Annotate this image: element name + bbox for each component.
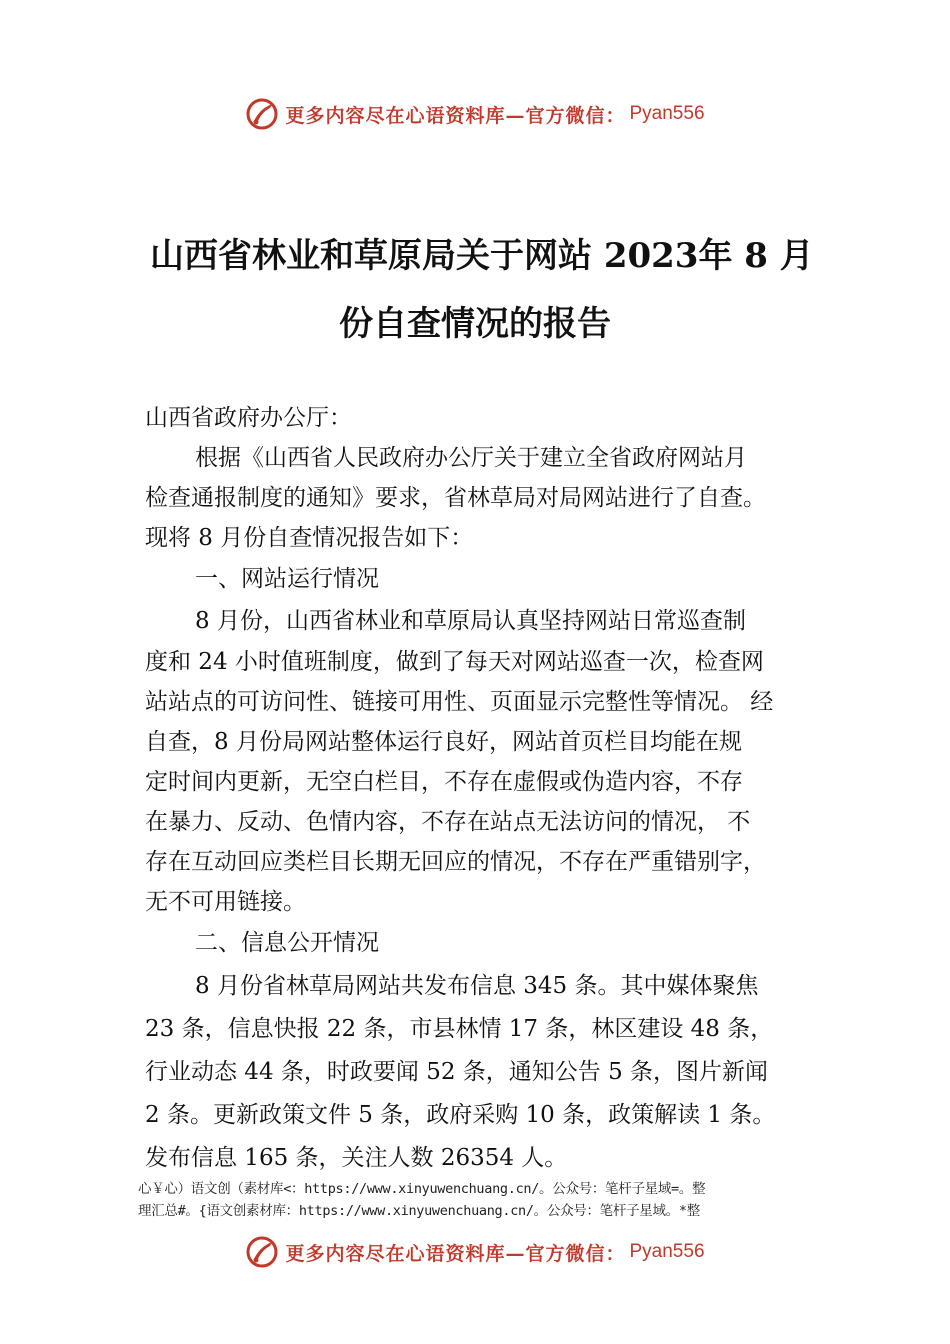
section-1-line: 无不可用链接。 (145, 889, 306, 915)
brush-seal-icon (245, 1235, 279, 1269)
section-1-line: 8 月份，山西省林业和草原局认真坚持网站日常巡查制 (195, 608, 746, 634)
document-body (145, 398, 825, 1180)
banner-wechat-id: Pyan556 (629, 103, 705, 124)
section-2-line: 发布信息 165 条，关注人数 26354 人。 (145, 1145, 568, 1171)
section-1-line: 在暴力、反动、色情内容，不存在站点无法访问的情况， 不 (145, 809, 751, 835)
bottom-banner (0, 1232, 950, 1272)
section-1-line: 存在互动回应类栏目长期无回应的情况，不存在严重错别字， (145, 849, 766, 875)
brush-seal-icon (245, 97, 279, 131)
salutation: 山西省政府办公厅： (145, 405, 352, 431)
banner-text: 更多内容尽在心语资料库—官方微信： (285, 104, 626, 127)
intro-line-1: 根据《山西省人民政府办公厅关于建立全省政府网站月 (195, 445, 747, 471)
intro-line-3: 现将 8 月份自查情况报告如下： (145, 525, 474, 551)
section-2-line: 8 月份省林草局网站共发布信息 345 条。其中媒体聚焦 (195, 973, 759, 999)
section-2-line: 23 条，信息快报 22 条，市县林情 17 条，林区建设 48 条， (145, 1016, 774, 1042)
top-banner (0, 94, 950, 134)
footer-note-line-2: 理汇总#。{语文创素材库：https://www.xinyuwenchuang.cn/。公众号：笔杆子星域。*整 (138, 1203, 700, 1219)
intro-line-2: 检查通报制度的通知》要求，省林草局对局网站进行了自查。 (145, 485, 766, 511)
footer-note-line-1: 心￥心）语文创（素材库<：https://www.xinyuwenchuang.cn/。公众号：笔杆子星域=。整 (138, 1181, 706, 1197)
section-2-line: 2 条。更新政策文件 5 条，政府采购 10 条，政策解读 1 条。 (145, 1102, 776, 1128)
section-1-line: 度和 24 小时值班制度，做到了每天对网站巡查一次，检查网 (145, 649, 764, 675)
section-1-line: 站站点的可访问性、链接可用性、页面显示完整性等情况。 经 (145, 689, 774, 715)
section-1-line: 定时间内更新，无空白栏目，不存在虚假或伪造内容，不存 (145, 769, 743, 795)
section-2-line: 行业动态 44 条，时政要闻 52 条，通知公告 5 条，图片新闻 (145, 1059, 769, 1085)
banner-text: 更多内容尽在心语资料库—官方微信： (285, 1242, 626, 1265)
section-1-line: 自查，8 月份局网站整体运行良好，网站首页栏目均能在规 (145, 729, 742, 755)
document-title (140, 222, 814, 358)
title-line-1: 山西省林业和草原局关于网站 2023年 8 月 (150, 236, 814, 276)
title-line-2: 份自查情况的报告 (339, 304, 611, 344)
section-1-heading: 一、网站运行情况 (195, 566, 379, 592)
section-2-heading: 二、信息公开情况 (195, 930, 379, 956)
footer-note (138, 1178, 838, 1222)
banner-wechat-id: Pyan556 (629, 1241, 705, 1262)
